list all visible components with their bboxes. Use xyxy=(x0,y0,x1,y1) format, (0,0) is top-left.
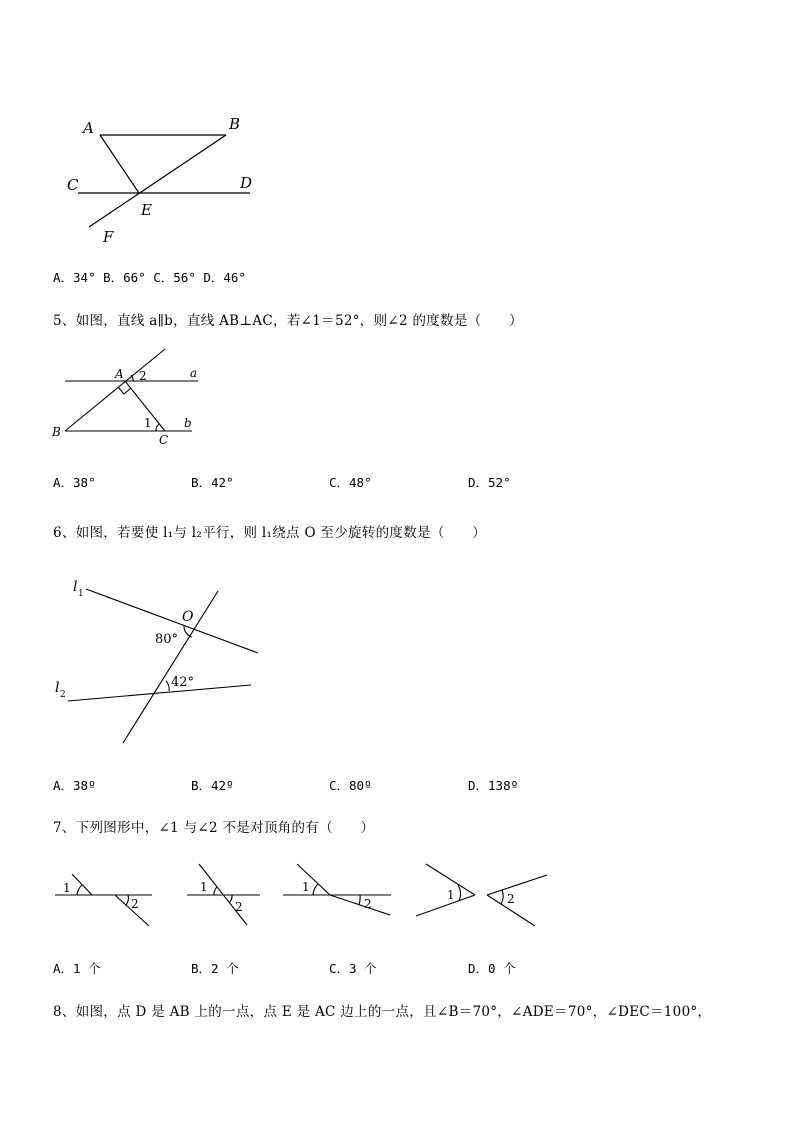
label-80deg: 80° xyxy=(155,632,179,647)
fig2-label-2: 2 xyxy=(235,900,243,914)
q6-text: 6、如图，若要使 l₁与 l₂平行，则 l₁绕点 O 至少旋转的度数是（ ） xyxy=(53,525,487,541)
label-2: 2 xyxy=(139,369,147,383)
q5-text: 5、如图，直线 a∥b，直线 AB⊥AC，若∠1＝52°，则∠2 的度数是（ ） xyxy=(53,313,523,329)
q7-option-a: A．1 个 xyxy=(53,961,101,976)
fig1-angle1-arc xyxy=(77,885,82,895)
label-42deg: 42° xyxy=(171,675,195,690)
fig1-upper-ray xyxy=(72,874,92,895)
fig1-label-2: 2 xyxy=(131,897,139,911)
q5-option-a: A．38° xyxy=(53,475,96,490)
q6-option-a: A．38º xyxy=(53,778,96,793)
q7-text: 7、下列图形中，∠1 与∠2 不是对顶角的有（ ） xyxy=(53,820,375,836)
label-b: B xyxy=(229,115,241,133)
label-a-point: A xyxy=(115,367,124,381)
label-l1-sub: 1 xyxy=(78,589,84,599)
fig4-label-1: 1 xyxy=(447,888,455,902)
fig4-right-upper-ray xyxy=(487,875,547,895)
q8-text: 8、如图，点 D 是 AB 上的一点，点 E 是 AC 边上的一点，且∠B＝70°，∠ADE＝70°，∠DEC＝100°， xyxy=(53,1004,712,1020)
fig3-label-1: 1 xyxy=(302,880,310,894)
label-b-point: B xyxy=(52,425,61,439)
fig3-label-2: 2 xyxy=(364,897,372,911)
q6-option-c: C．80º xyxy=(329,778,372,793)
fig1-angle2-arc xyxy=(126,895,128,905)
label-l2: l xyxy=(55,680,60,696)
label-a: A xyxy=(83,119,94,137)
fig4-label-2: 2 xyxy=(507,892,515,906)
q4-options: A．34° B．66° C．56° D．46° xyxy=(53,270,246,285)
label-1: 1 xyxy=(144,416,152,430)
label-l1: l xyxy=(73,579,78,595)
fig2-angle1-arc xyxy=(214,887,217,895)
label-l2-sub: 2 xyxy=(60,690,66,700)
label-line-b: b xyxy=(184,416,192,430)
q7-option-c: C．3 个 xyxy=(329,961,377,976)
q6-option-d: D．138º xyxy=(468,778,519,793)
label-e: E xyxy=(141,201,152,219)
fig3-angle1-arc xyxy=(313,884,318,895)
q6-option-b: B．42º xyxy=(191,778,234,793)
label-d: D xyxy=(240,174,253,192)
q5-option-d: D．52° xyxy=(468,475,511,490)
fig4-left-lower-ray xyxy=(416,895,475,916)
label-o: O xyxy=(182,609,194,625)
label-c-point: C xyxy=(159,433,169,447)
fig2-angle2-arc xyxy=(229,895,232,903)
q5-option-c: C．48° xyxy=(329,475,372,490)
fig2-label-1: 1 xyxy=(200,880,208,894)
q7-option-d: D．0 个 xyxy=(468,961,516,976)
label-line-a: a xyxy=(190,366,198,380)
label-f: F xyxy=(103,228,114,246)
fig4-angle2-arc xyxy=(501,890,503,904)
fig3-angle2-arc xyxy=(359,895,360,905)
label-c: C xyxy=(67,176,79,194)
q5-option-b: B．42° xyxy=(191,475,234,490)
fig1-label-1: 1 xyxy=(63,881,71,895)
fig4-angle1-arc xyxy=(458,885,461,901)
q7-option-b: B．2 个 xyxy=(191,961,239,976)
